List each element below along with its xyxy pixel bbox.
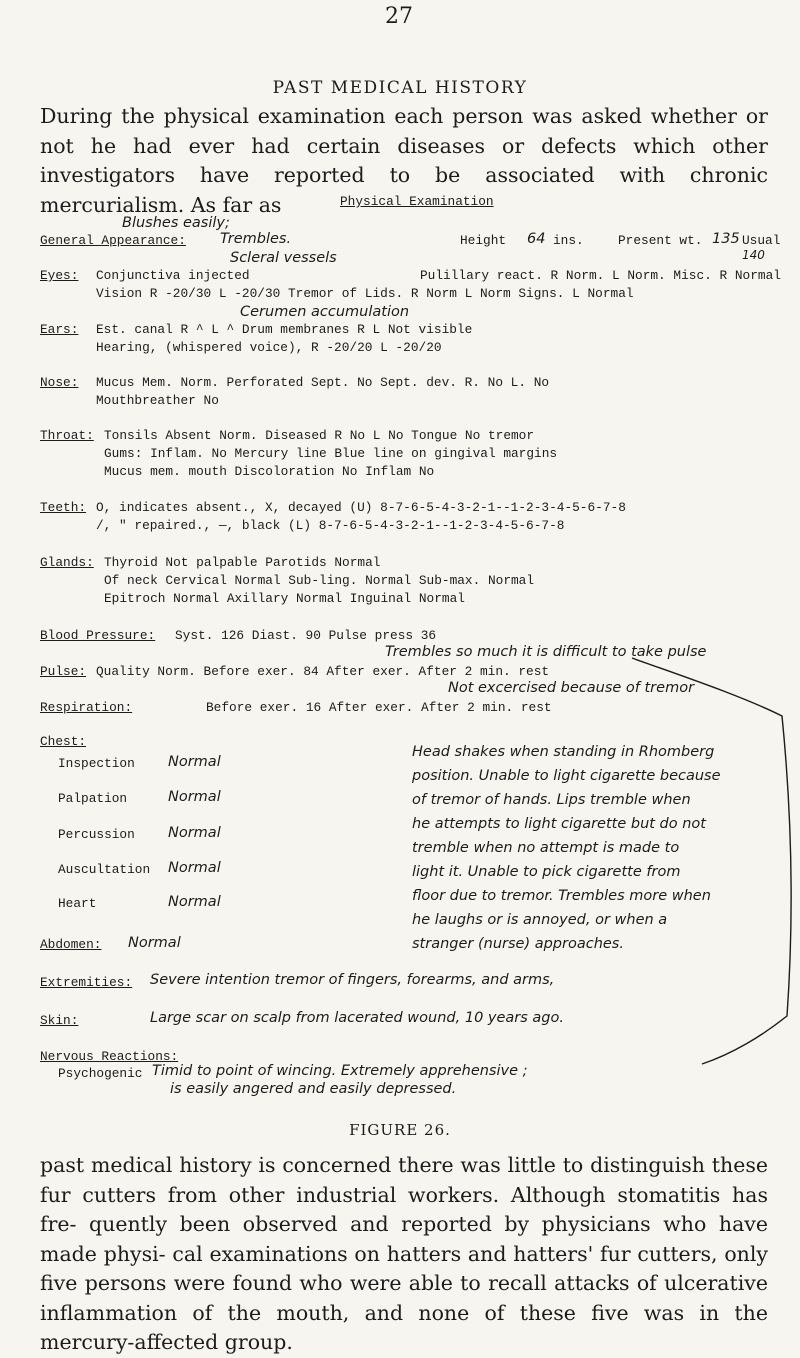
extremities-label: Extremities:: [40, 975, 133, 990]
skin-value: Large scar on scalp from lacerated wound, 10 years ago.: [150, 1010, 564, 1026]
vision-line: Vision R -20/30 L -20/30 Tremor of Lids. R Norm L Norm Signs. L Normal: [96, 286, 634, 301]
chest-note-line: position. Unable to light cigarette because: [412, 768, 721, 784]
intro-paragraph: During the physical examination each person was asked whether or not he had ever had certain diseases or defects which other investigators have reported to be associated with chronic mercurialism. As far as: [40, 104, 768, 217]
bp-label: Blood Pressure:: [40, 628, 156, 643]
bp-note: Trembles so much it is difficult to take pulse: [385, 644, 707, 660]
throat-line1: Tonsils Absent Norm. Diseased R No L No Tongue No tremor: [104, 428, 535, 443]
glands-line2: Of neck Cervical Normal Sub-ling. Normal Sub-max. Normal: [104, 573, 535, 588]
chest-row-value: Normal: [168, 754, 221, 770]
chest-row-label: Inspection: [58, 756, 135, 771]
eyes-label: Eyes:: [40, 268, 79, 283]
abdomen-value: Normal: [128, 935, 181, 951]
ears-line1: Est. canal R ^ L ^ Drum membranes R L Not visible: [96, 322, 473, 337]
glands-line1: Thyroid Not palpable Parotids Normal: [104, 555, 381, 570]
ears-label: Ears:: [40, 322, 79, 337]
page-number: 27: [385, 4, 413, 29]
eyes-note: Scleral vessels: [230, 250, 337, 266]
bp-line: Syst. 126 Diast. 90 Pulse press 36: [175, 628, 437, 643]
chest-label: Chest:: [40, 734, 87, 749]
pupil-line: Pulillary react. R Norm. L Norm. Misc. R Normal: [420, 268, 781, 283]
outro-paragraph: past medical history is concerned there was little to distinguish these fur cutters from other industrial workers. Although stomatitis has fre- quently been observed and reported by physicians who have made physi- cal examinations on hatters and hatters' fur cutters, only five persons were found who were able to recall attacks of ulcerative inflammation of the mouth, and none of these five was in the mercury-affected group.: [40, 1153, 768, 1354]
throat-label: Throat:: [40, 428, 94, 443]
throat-line3: Mucus mem. mouth Discoloration No Inflam No: [104, 464, 435, 479]
skin-label: Skin:: [40, 1013, 79, 1028]
section-heading: PAST MEDICAL HISTORY: [272, 78, 528, 98]
chest-note-line: he attempts to light cigarette but do not: [412, 816, 706, 832]
chest-row-value: Normal: [168, 860, 221, 876]
chest-note-line: of tremor of hands. Lips tremble when: [412, 792, 691, 808]
chest-row-value: Normal: [168, 894, 221, 910]
nose-line1: Mucus Mem. Norm. Perforated Sept. No Sept. dev. R. No L. No: [96, 375, 550, 390]
resp-line: Before exer. 16 After exer. After 2 min. rest: [206, 700, 552, 715]
chest-note-line: tremble when no attempt is made to: [412, 840, 680, 856]
general-label: General Appearance:: [40, 233, 186, 248]
usual-value: 140: [742, 248, 765, 262]
ears-line2: Hearing, (whispered voice), R -20/20 L -20/20: [96, 340, 442, 355]
nose-label: Nose:: [40, 375, 79, 390]
margin-bracket: [622, 656, 800, 1066]
chest-note-line: stranger (nurse) approaches.: [412, 936, 624, 952]
chest-row-label: Palpation: [58, 791, 128, 806]
pulse-label: Pulse:: [40, 664, 87, 679]
chest-row-value: Normal: [168, 825, 221, 841]
height-unit: ins.: [553, 233, 584, 248]
general-note: Blushes easily;: [122, 215, 230, 231]
psych-line1: Timid to point of wincing. Extremely apprehensive ;: [152, 1063, 528, 1079]
weight-label: Present wt.: [618, 233, 703, 248]
usual-label: Usual: [742, 233, 781, 248]
pulse-line: Quality Norm. Before exer. 84 After exer. After 2 min. rest: [96, 664, 550, 679]
extremities-value: Severe intention tremor of fingers, forearms, and arms,: [150, 972, 555, 988]
chest-note-line: floor due to tremor. Trembles more when: [412, 888, 711, 904]
eyes-line1: Conjunctiva injected: [96, 268, 250, 283]
general-value: Trembles.: [220, 231, 292, 247]
chest-row-label: Percussion: [58, 827, 135, 842]
figure-caption: FIGURE 26.: [349, 1121, 451, 1139]
throat-line2: Gums: Inflam. No Mercury line Blue line on gingival margins: [104, 446, 558, 461]
teeth-line2: /, " repaired., —, black (L) 8-7-6-5-4-3-2-1--1-2-3-4-5-6-7-8: [96, 518, 565, 533]
ears-note: Cerumen accumulation: [240, 304, 410, 320]
height-label: Height: [460, 233, 507, 248]
resp-note: Not excercised because of tremor: [448, 680, 695, 696]
chest-note-line: light it. Unable to pick cigarette from: [412, 864, 681, 880]
chest-note-line: he laughs or is annoyed, or when a: [412, 912, 668, 928]
psych-line2: is easily angered and easily depressed.: [170, 1081, 457, 1097]
teeth-line1: O, indicates absent., X, decayed (U) 8-7-6-5-4-3-2-1--1-2-3-4-5-6-7-8: [96, 500, 626, 515]
psych-label: Psychogenic: [58, 1066, 143, 1081]
chest-row-label: Auscultation: [58, 862, 151, 877]
chest-row-label: Heart: [58, 896, 97, 911]
glands-label: Glands:: [40, 555, 94, 570]
resp-label: Respiration:: [40, 700, 133, 715]
form-title: Physical Examination: [340, 194, 494, 209]
abdomen-label: Abdomen:: [40, 937, 102, 952]
glands-line3: Epitroch Normal Axillary Normal Inguinal Normal: [104, 591, 465, 606]
height-value: 64: [527, 231, 546, 247]
weight-value: 135: [712, 231, 740, 247]
nervous-label: Nervous Reactions:: [40, 1049, 179, 1064]
teeth-label: Teeth:: [40, 500, 87, 515]
chest-row-value: Normal: [168, 789, 221, 805]
nose-line2: Mouthbreather No: [96, 393, 219, 408]
chest-note-line: Head shakes when standing in Rhomberg: [412, 744, 715, 760]
